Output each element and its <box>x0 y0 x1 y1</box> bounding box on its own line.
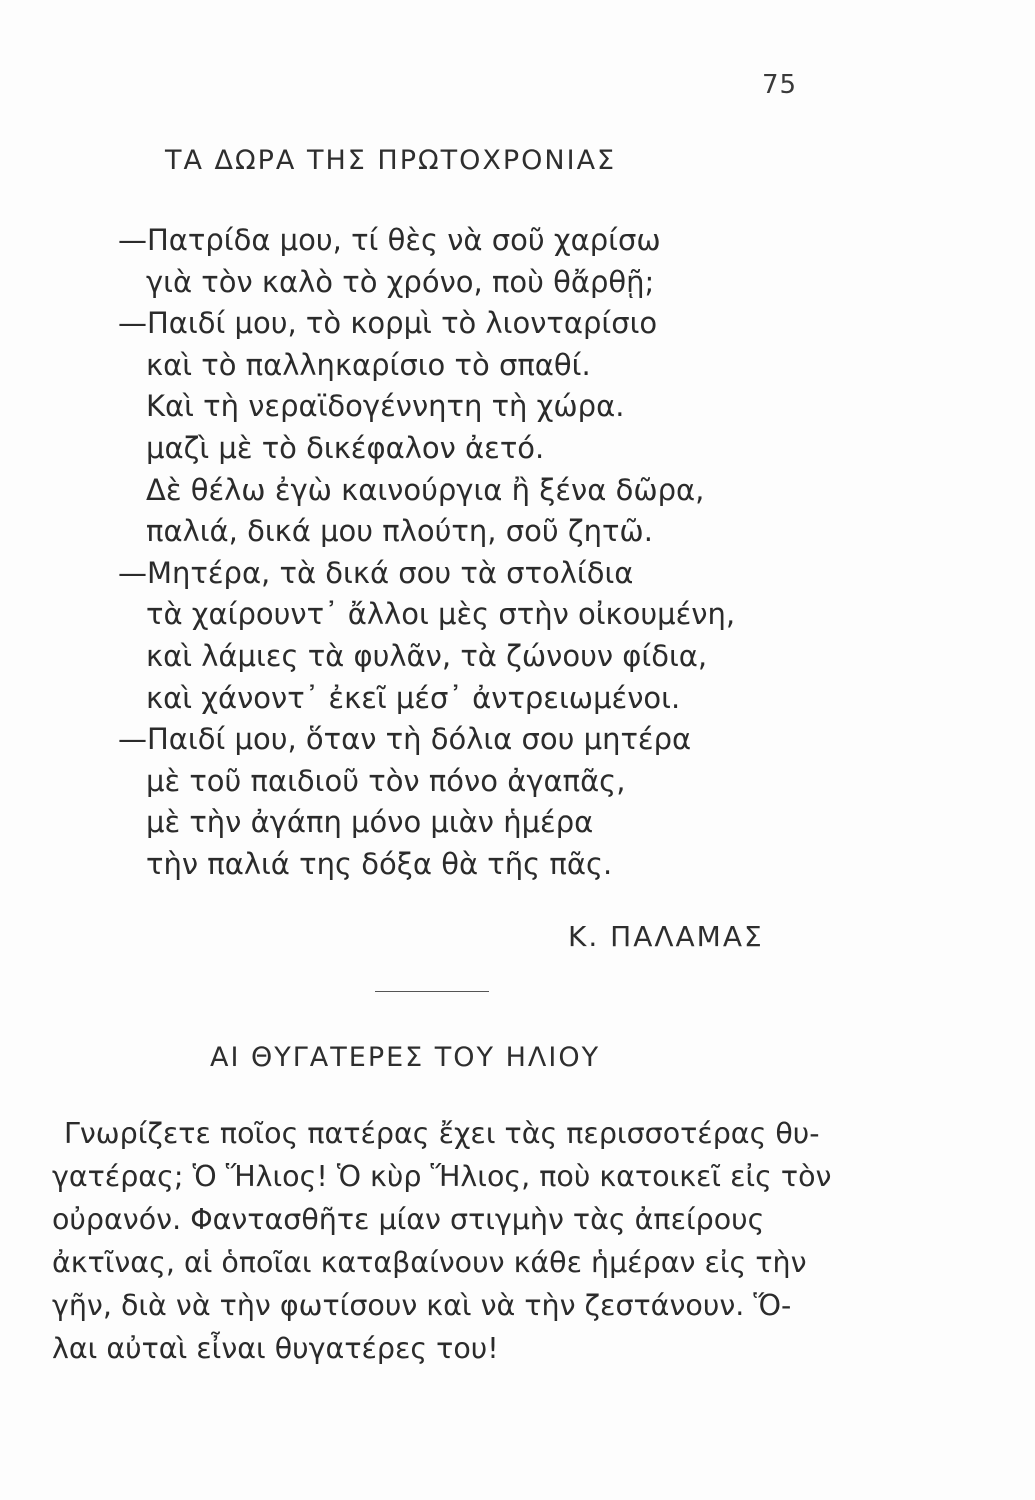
story-line: ἀκτῖνας, αἱ ὁποῖαι καταβαίνουν κάθε ἡμέραν εἰς τὴν <box>52 1246 807 1279</box>
story-title: ΑΙ ΘΥΓΑΤΕΡΕΣ ΤΟΥ ΗΛΙΟΥ <box>210 1042 601 1073</box>
poem-line: μὲ τοῦ παιδιοῦ τὸν πόνο ἀγαπᾶς, <box>146 763 626 798</box>
poem-line: Δὲ θέλω ἐγὼ καινούργια ἢ ξένα δῶρα, <box>146 472 705 507</box>
poem-line: γιὰ τὸν καλὸ τὸ χρόνο, ποὺ θἄρθῇ; <box>146 264 655 299</box>
poem-title: ΤΑ ΔΩΡΑ ΤΗΣ ΠΡΩΤΟΧΡΟΝΙΑΣ <box>165 145 617 176</box>
poem-line: Καὶ τὴ νεραϊδογέννητη τὴ χώρα. <box>146 389 625 424</box>
poem-line: —Παιδί μου, τὸ κορμὶ τὸ λιονταρίσιο <box>118 306 658 341</box>
poem-line: —Μητέρα, τὰ δικά σου τὰ στολίδια <box>118 555 634 590</box>
story-line: γατέρας; Ὁ Ἥλιος! Ὁ κὺρ Ἥλιος, ποὺ κατοικεῖ εἰς τὸν <box>52 1160 832 1193</box>
story-line: γῆν, διὰ νὰ τὴν φωτίσουν καὶ νὰ τὴν ζεστάνουν. Ὅ- <box>52 1289 792 1322</box>
story-body <box>52 1112 852 1370</box>
poem-line: —Πατρίδα μου, τί θὲς νὰ σοῦ χαρίσω <box>118 223 661 257</box>
story-line: Γνωρίζετε ποῖος πατέρας ἔχει τὰς περισσοτέρας θυ- <box>64 1117 820 1150</box>
poem-line: τὰ χαίρουντ᾽ ἄλλοι μὲς στὴν οἰκουμένη, <box>146 597 736 632</box>
poem-line: καὶ λάμιες τὰ φυλᾶν, τὰ ζώνουν φίδια, <box>146 638 708 673</box>
poem-line: μὲ τὴν ἀγάπη μόνο μιὰν ἡμέρα <box>146 805 594 840</box>
poem-line: μαζὶ μὲ τὸ δικέφαλον ἀετό. <box>146 430 545 465</box>
page-number: 75 <box>762 70 798 100</box>
poem-line: —Παιδί μου, ὅταν τὴ δόλια σου μητέρα <box>118 722 692 757</box>
poem-line: καὶ χάνοντ᾽ ἐκεῖ μέσ᾽ ἀντρειωμένοι. <box>146 680 681 715</box>
poem-body <box>118 220 735 886</box>
section-divider <box>375 991 489 992</box>
story-line: λαι αὐταὶ εἶναι θυγατέρες του! <box>52 1332 499 1365</box>
poem-line: παλιά, δικά μου πλούτη, σοῦ ζητῶ. <box>146 514 653 549</box>
poem-line: καὶ τὸ παλληκαρίσιο τὸ σπαθί. <box>146 347 591 382</box>
story-line: οὐρανόν. Φαντασθῆτε μίαν στιγμὴν τὰς ἀπείρους <box>52 1203 765 1236</box>
poem-line: τὴν παλιά της δόξα θὰ τῆς πᾶς. <box>146 846 613 881</box>
poem-author: Κ. ΠΑΛΑΜΑΣ <box>568 920 764 953</box>
